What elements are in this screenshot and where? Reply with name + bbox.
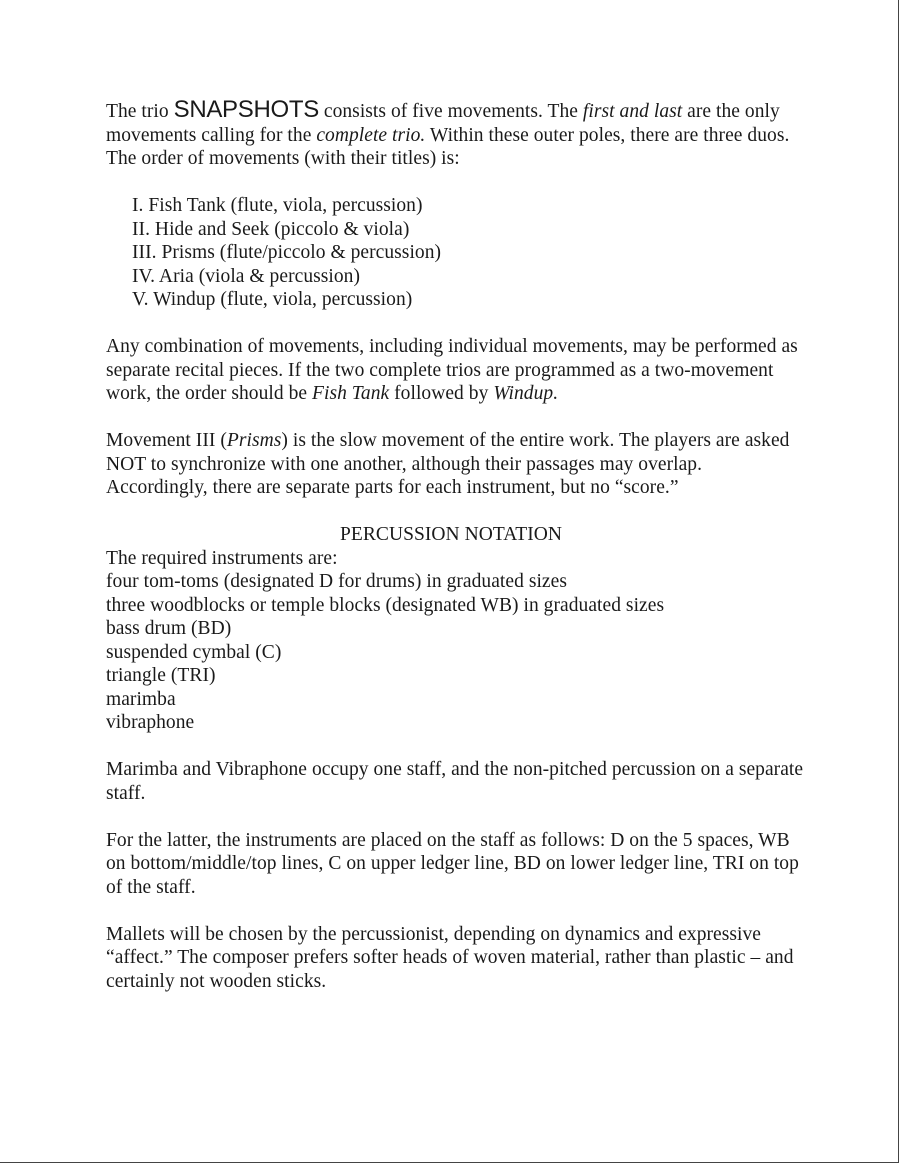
instrument-item: triangle (TRI)	[106, 665, 216, 686]
instrument-item: suspended cymbal (C)	[106, 641, 282, 663]
percussion-intro: The required instruments are:	[106, 547, 338, 569]
movement-item: V. Windup (flute, viola, percussion)	[132, 289, 413, 310]
combination-text-2: followed by	[389, 383, 494, 404]
instrument-item: vibraphone	[106, 712, 195, 733]
movement3-paragraph	[106, 429, 806, 500]
document-body	[106, 98, 806, 993]
intro-text-2: consists of five movements. The	[318, 101, 583, 122]
movement-list	[106, 194, 806, 312]
intro-emphasis-1: first and last	[582, 101, 683, 122]
combination-emphasis-1: Fish Tank	[312, 383, 390, 404]
mallets-paragraph: Mallets will be chosen by the percussionist, depending on dynamics and expressive “affect.” The composer prefers softer heads of woven material, rather than plastic – and certainly not wooden sticks.	[106, 923, 794, 992]
movement-item: III. Prisms (flute/piccolo & percussion)	[132, 242, 442, 263]
instrument-list	[106, 570, 806, 735]
intro-text-3: are the only movements calling for the	[106, 101, 780, 146]
combination-paragraph	[106, 335, 806, 406]
work-title: SNAPSHOTS	[173, 96, 319, 123]
instrument-item: three woodblocks or temple blocks (designated WB) in graduated sizes	[106, 594, 665, 616]
movement-item: I. Fish Tank (flute, viola, percussion)	[132, 195, 423, 216]
intro-paragraph	[106, 98, 806, 171]
combination-text-1: Any combination of movements, including individual movements, may be performed as separate recital pieces. If the two complete trios are programmed as a two-movement work, the order should be	[106, 336, 798, 404]
movement-item: IV. Aria (viola & percussion)	[132, 265, 361, 287]
movement3-text-2: ) is the slow movement of the entire work. The players are asked NOT to synchronize with one another, although their passages may overlap. Accordingly, there are separate parts for each instrument, but no “score.”	[106, 430, 790, 498]
intro-text-4: Within these outer poles, there are three duos. The order of movements (with their titles) is:	[106, 124, 790, 169]
percussion-heading: PERCUSSION NOTATION	[339, 524, 563, 545]
intro-emphasis-2: complete trio.	[316, 124, 426, 146]
movement3-emphasis: Prisms	[226, 430, 282, 451]
staff-paragraph: Marimba and Vibraphone occupy one staff, and the non-pitched percussion on a separate staff.	[106, 759, 804, 804]
intro-text-1: The trio	[106, 101, 174, 122]
movement-item: II. Hide and Seek (piccolo & viola)	[132, 218, 410, 240]
instrument-item: bass drum (BD)	[106, 618, 232, 639]
movement3-text-1: Movement III (	[106, 430, 227, 451]
instrument-item: four tom-toms (designated D for drums) in graduated sizes	[106, 571, 567, 592]
combination-emphasis-2: Windup.	[493, 383, 559, 404]
placement-paragraph: For the latter, the instruments are placed on the staff as follows: D on the 5 spaces, WB on bottom/middle/top lines, C on upper ledger line, BD on lower ledger line, TRI on top of the staff.	[106, 829, 799, 898]
instrument-item: marimba	[106, 688, 176, 710]
